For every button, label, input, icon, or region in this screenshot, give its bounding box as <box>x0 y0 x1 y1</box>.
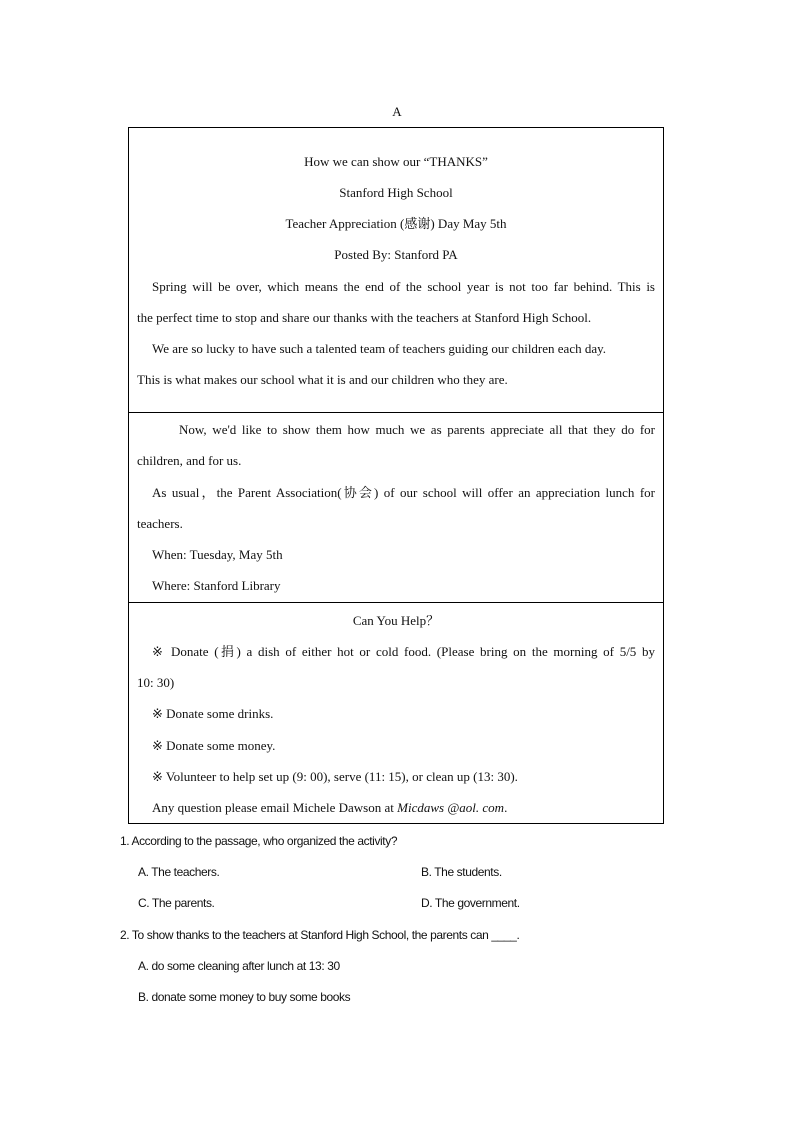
question-1-option-b: B. The students. <box>421 865 502 879</box>
section-letter: A <box>392 104 402 119</box>
contact-line <box>137 798 655 818</box>
question-2-stem: 2. To show thanks to the teachers at Stanford High School, the parents can ____. <box>120 928 520 942</box>
section-divider-2 <box>129 602 663 603</box>
contact-suffix: . <box>504 800 508 815</box>
event-where: Where: Stanford Library <box>152 578 281 593</box>
question-1-stem: 1. According to the passage, who organized the activity? <box>120 834 398 848</box>
section-divider-1 <box>129 412 663 413</box>
paragraph-2-line-2: This is what makes our school what it is and our children who they are. <box>137 372 508 387</box>
help-item-1-line-1: ※ Donate (捐) a dish of either hot or cold food. (Please bring on the morning of 5/5 by <box>152 644 655 659</box>
question-1-option-c: C. The parents. <box>138 896 215 910</box>
help-title: Can You Help？ <box>352 613 440 628</box>
help-item-1-line-2: 10: 30) <box>137 675 175 690</box>
paragraph-1-line-1: Spring will be over, which means the end of the school year is not too far behind. This is <box>152 279 655 294</box>
question-1-option-d: D. The government. <box>421 896 520 910</box>
paragraph-1-line-2: the perfect time to stop and share our thanks with the teachers at Stanford High School. <box>137 310 592 325</box>
notice-box <box>128 127 664 824</box>
paragraph-4-line-1: As usual，the Parent Association(协会) of our school will offer an appreciation lunch for <box>152 485 655 500</box>
event-title: Teacher Appreciation (感谢) Day May 5th <box>285 216 507 231</box>
notice-title: How we can show our “THANKS” <box>304 154 488 169</box>
contact-prefix: Any question please email Michele Dawson at <box>152 800 398 815</box>
help-item-4: ※ Volunteer to help set up (9: 00), serve (11: 15), or clean up (13: 30). <box>152 769 518 784</box>
question-1-option-a: A. The teachers. <box>138 865 220 879</box>
paragraph-2-line-1: We are so lucky to have such a talented team of teachers guiding our children each day. <box>152 341 607 356</box>
paragraph-3-line-2: children, and for us. <box>137 453 242 468</box>
question-2-option-a: A. do some cleaning after lunch at 13: 30 <box>138 959 340 973</box>
school-name: Stanford High School <box>339 185 453 200</box>
posted-by: Posted By: Stanford PA <box>334 247 458 262</box>
event-when: When: Tuesday, May 5th <box>152 547 283 562</box>
help-item-3: ※ Donate some money. <box>152 738 276 753</box>
paragraph-3-line-1: Now, we'd like to show them how much we as parents appreciate all that they do for <box>179 422 655 437</box>
paragraph-4-line-2: teachers. <box>137 516 183 531</box>
contact-email: Micdaws @aol. com <box>397 800 505 815</box>
question-2-option-b: B. donate some money to buy some books <box>138 990 351 1004</box>
help-item-2: ※ Donate some drinks. <box>152 706 274 721</box>
